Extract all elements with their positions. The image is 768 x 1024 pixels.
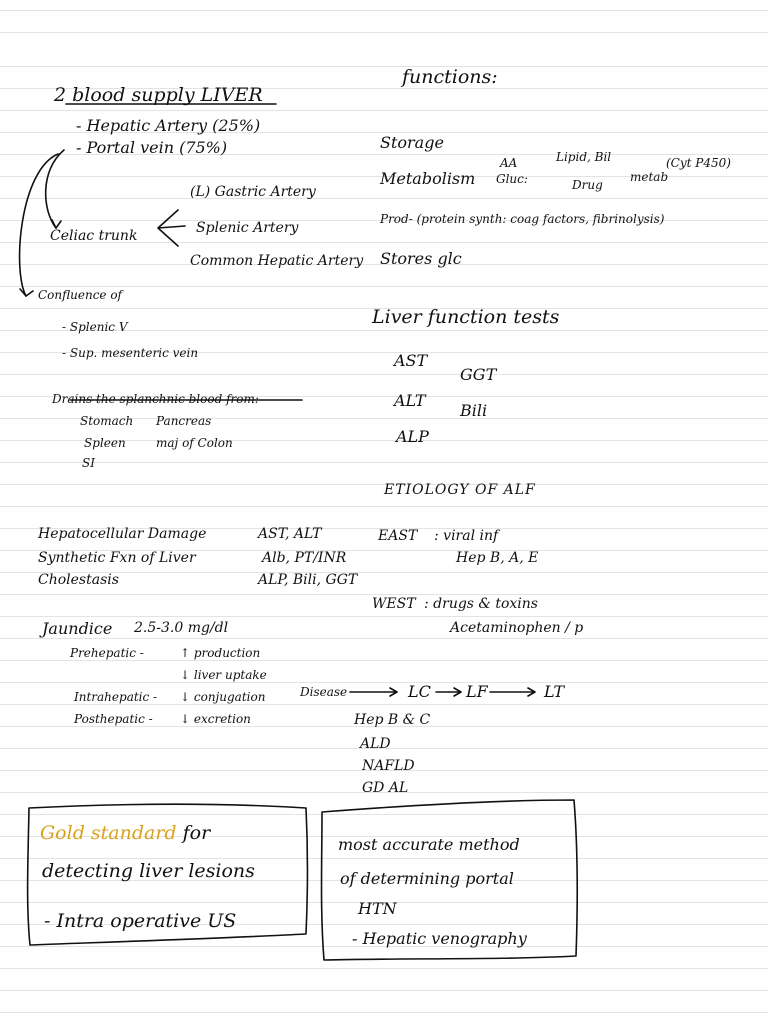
confluence-label: Confluence of <box>38 288 122 302</box>
lft-alp: ALP <box>396 427 429 446</box>
common-hepatic-artery: Common Hepatic Artery <box>190 253 364 269</box>
posthepatic-label: Posthepatic - <box>74 712 153 726</box>
prehepatic-cause-2: ↓ liver uptake <box>180 668 267 682</box>
storage-item: Storage <box>380 133 444 152</box>
glucose-note: Gluc: <box>496 172 528 186</box>
drains-label: Drains the splanchnic blood from: <box>52 392 259 406</box>
box-most-accurate: most accurate method <box>338 835 520 854</box>
left-gastric-artery: (L) Gastric Artery <box>190 184 316 200</box>
east-examples: Hep B, A, E <box>456 550 539 566</box>
cause-nafld: NAFLD <box>362 758 415 774</box>
intrahepatic-cause: ↓ conjugation <box>180 690 266 704</box>
box-htn: HTN <box>358 899 397 918</box>
functions-title: functions: <box>402 66 498 88</box>
prehepatic-cause-1: ↑ production <box>180 646 261 660</box>
drug-note: Drug <box>572 178 603 192</box>
splenic-vein: - Splenic V <box>62 320 128 334</box>
lft-ggt: GGT <box>460 365 497 384</box>
cyt-p450-note: (Cyt P450) <box>666 156 731 170</box>
box-hepatic-venography: - Hepatic venography <box>352 929 527 948</box>
cholestasis-value: ALP, Bili, GGT <box>258 572 358 588</box>
gold-standard-for: for <box>182 822 211 844</box>
jaundice-title: Jaundice <box>42 619 113 638</box>
prehepatic-label: Prehepatic - <box>70 646 144 660</box>
progression-disease: Disease <box>300 685 348 699</box>
celiac-trunk-label: Celiac trunk <box>50 228 138 244</box>
superior-mesenteric-vein: - Sup. mesenteric vein <box>62 346 199 360</box>
west-label: WEST <box>372 596 416 612</box>
spleen-label: Spleen <box>84 436 126 450</box>
splenic-artery: Splenic Artery <box>196 220 299 236</box>
lipid-bil-note: Lipid, Bil <box>556 150 612 164</box>
box-intraoperative-us: - Intra operative US <box>44 910 237 932</box>
hepatocellular-damage-label: Hepatocellular Damage <box>38 526 207 542</box>
production-item: Prod- (protein synth: coag factors, fibrinolysis) <box>380 212 665 226</box>
blood-supply-title: 2 blood supply LIVER <box>54 84 263 106</box>
lft-ast: AST <box>394 351 428 370</box>
west-cause: : drugs & toxins <box>424 596 538 612</box>
stores-item: Stores glc <box>380 249 462 268</box>
progression-lc: LC <box>408 682 431 701</box>
stomach-label: Stomach <box>80 414 134 428</box>
progression-lt: LT <box>544 682 564 701</box>
portal-vein-line: - Portal vein (75%) <box>76 138 228 157</box>
synthetic-function-label: Synthetic Fxn of Liver <box>38 550 196 566</box>
hepatic-artery-line: - Hepatic Artery (25%) <box>76 116 261 135</box>
box-detecting-lesions: detecting liver lesions <box>42 860 255 882</box>
cause-hep-bc: Hep B & C <box>354 712 431 728</box>
east-label: EAST <box>378 528 418 544</box>
progression-lf: LF <box>466 682 488 701</box>
west-examples: Acetaminophen / p <box>450 620 584 636</box>
cause-gd-al: GD AL <box>362 780 409 796</box>
lft-bili: Bili <box>460 401 488 420</box>
jaundice-threshold: 2.5-3.0 mg/dl <box>134 620 229 636</box>
amino-acid-note: AA <box>500 156 518 170</box>
lft-alt: ALT <box>394 391 426 410</box>
pancreas-label: Pancreas <box>156 414 212 428</box>
east-cause: : viral inf <box>434 528 499 544</box>
box-determining-portal: of determining portal <box>340 869 514 888</box>
hepatocellular-damage-value: AST, ALT <box>258 526 322 542</box>
cause-ald: ALD <box>360 736 391 752</box>
intrahepatic-label: Intrahepatic - <box>74 690 158 704</box>
posthepatic-cause: ↓ excretion <box>180 712 251 726</box>
metabolism-item: Metabolism <box>380 169 476 188</box>
box-gold-standard-line <box>40 822 210 844</box>
metab-note: metab <box>630 170 669 184</box>
small-intestine-label: SI <box>82 456 95 470</box>
gold-standard-highlight: Gold standard <box>40 822 177 844</box>
synthetic-function-value: Alb, PT/INR <box>262 550 347 566</box>
cholestasis-label: Cholestasis <box>38 572 119 588</box>
etiology-title: ETIOLOGY OF ALF <box>384 482 536 498</box>
colon-label: maj of Colon <box>156 436 233 450</box>
lft-title: Liver function tests <box>372 306 560 328</box>
